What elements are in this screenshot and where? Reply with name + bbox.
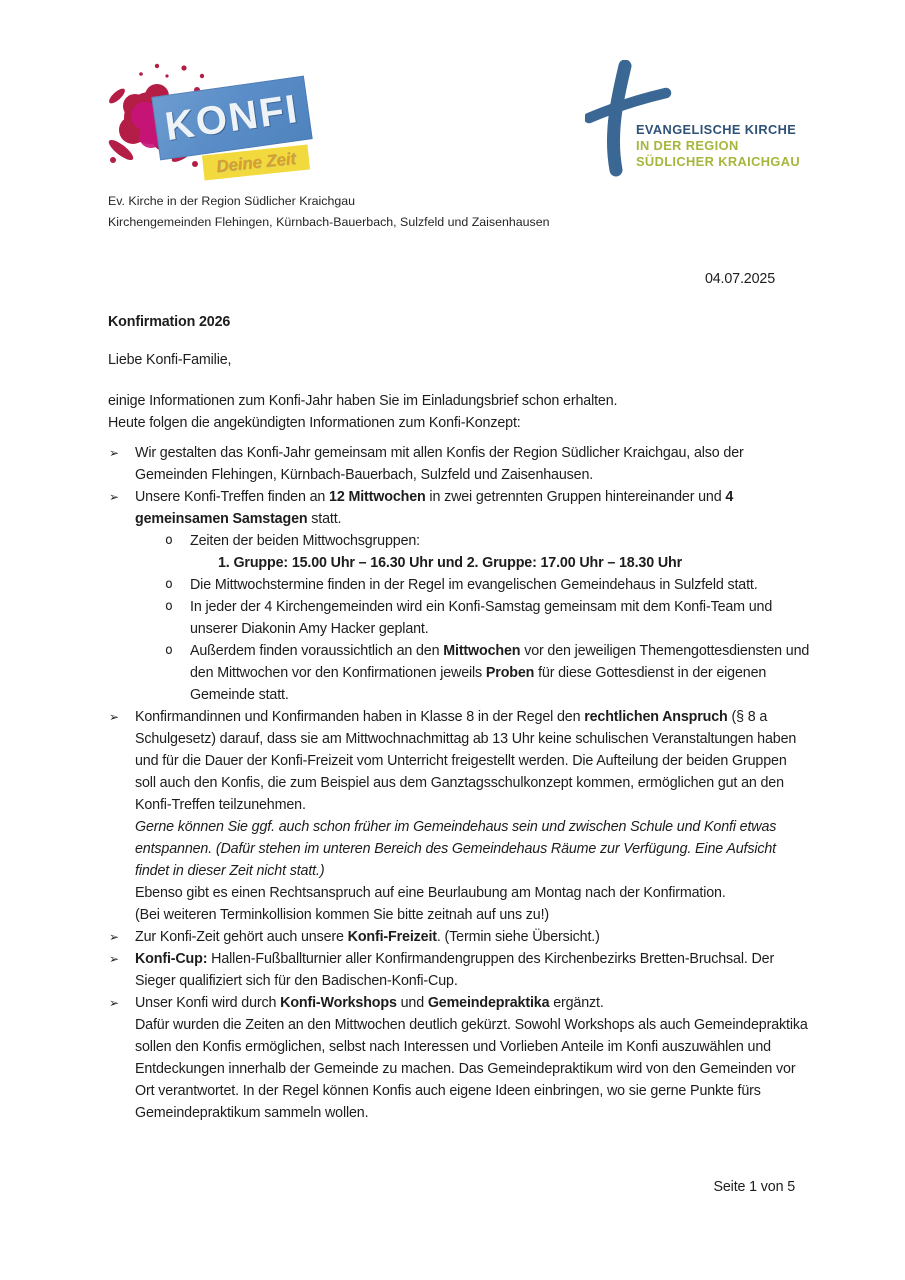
org-address — [108, 191, 550, 233]
arrow-bullet-marker: ➢ — [109, 710, 119, 724]
list-item-text: Unsere Konfi-Treffen finden an 12 Mittwochen in zwei getrennten Gruppen hintereinander und 4 gemeinsamen Samstagen statt. — [135, 489, 734, 527]
circle-bullet-marker: o — [165, 577, 173, 592]
letter-title: Konfirmation 2026 — [108, 314, 231, 330]
list-item-text: Außerdem finden voraussichtlich an den Mittwochen vor den jeweiligen Themengottesdiensten und den Mittwochen vor den Konfirmationen jeweils Proben für diese Gottesdienst in der eigenen Gemeinde statt. — [190, 643, 810, 703]
list-item — [108, 442, 810, 486]
intro-paragraph — [108, 390, 617, 434]
church-logo-line2: IN DER REGION — [636, 138, 739, 153]
church-logo-line1: EVANGELISCHE KIRCHE — [636, 122, 797, 137]
list-item — [108, 992, 810, 1124]
list-item-text: Die Mittwochstermine finden in der Regel im evangelischen Gemeindehaus in Sulzfeld statt. — [190, 577, 758, 593]
list-item-text: Unser Konfi wird durch Konfi-Workshops und Gemeindepraktika ergänzt. Dafür wurden die Zeiten an den Mittwochen deutlich gekürzt. Sowohl Workshops als auch Gemeindepraktika sollen den Konfis ermöglichen, selbst nach Interessen und Vorlieben Anteile im Konfi auszuwählen und Entdeckungen innerhalb der Gemeinde zu machen. Das Gemeindepraktikum wird von den Gemeinden vor Ort verantwortet. In der Regel können Konfis auch eigene Ideen einbringen, wo sie gerne Punkte fürs Gemeindepraktikum sammeln wollen. — [135, 995, 808, 1121]
list-item — [108, 552, 810, 574]
arrow-bullet-marker: ➢ — [109, 996, 119, 1010]
list-item — [108, 640, 810, 706]
list-item — [108, 574, 810, 596]
list-item-text: Zur Konfi-Zeit gehört auch unsere Konfi-Freizeit. (Termin siehe Übersicht.) — [135, 929, 600, 945]
konfi-logo-subtitle-text: Deine Zeit — [215, 148, 297, 177]
list-item-text: Wir gestalten das Konfi-Jahr gemeinsam mit allen Konfis der Region Südlicher Kraichgau, also der Gemeinden Flehingen, Kürnbach-Bauerbach, Sulzfeld und Zaisenhausen. — [135, 445, 744, 483]
intro-line2: Heute folgen die angekündigten Informationen zum Konfi-Konzept: — [108, 415, 521, 431]
list-item-text: 1. Gruppe: 15.00 Uhr – 16.30 Uhr und 2. Gruppe: 17.00 Uhr – 18.30 Uhr — [218, 555, 682, 571]
arrow-bullet-marker: ➢ — [109, 930, 119, 944]
org-line2: Kirchengemeinden Flehingen, Kürnbach-Bauerbach, Sulzfeld und Zaisenhausen — [108, 215, 550, 229]
arrow-bullet-marker: ➢ — [109, 952, 119, 966]
konfi-logo — [105, 58, 320, 184]
list-item — [108, 948, 810, 992]
circle-bullet-marker: o — [165, 533, 173, 548]
intro-line1: einige Informationen zum Konfi-Jahr haben Sie im Einladungsbrief schon erhalten. — [108, 393, 618, 409]
list-item-text: In jeder der 4 Kirchengemeinden wird ein Konfi-Samstag gemeinsam mit dem Konfi-Team und unserer Diakonin Amy Hacker geplant. — [190, 599, 773, 637]
list-item-text: Konfirmandinnen und Konfirmanden haben in Klasse 8 in der Regel den rechtlichen Anspruch (§ 8 a Schulgesetz) darauf, dass sie am Mittwochnachmittag ab 13 Uhr keine schulischen Veranstaltungen haben und für die Dauer der Konfi-Freizeit vom Unterricht freigestellt werden. Die Aufteilung der beiden Gruppen soll auch den Konfis, die zum Beispiel aus dem Ganztagsschulkonzept kommen, ermöglichen gut an den Konfi-Treffen teilzunehmen. Gerne können Sie ggf. auch schon früher im Gemeindehaus sein und zwischen Schule und Konfi etwas entspannen. (Dafür stehen im unteren Bereich des Gemeindehaus Räume zur Verfügung. Eine Aufsicht findet in dieser Zeit nicht statt.) Ebenso gibt es einen Rechtsanspruch auf eine Beurlaubung am Montag nach der Konfirmation. (Bei weiteren Terminkollision kommen Sie bitte zeitnah auf uns zu!) — [135, 709, 797, 923]
letter-date: 04.07.2025 — [704, 271, 775, 287]
list-item-text: Konfi-Cup: Hallen-Fußballturnier aller Konfirmandengruppen des Kirchenbezirks Bretten-Bruchsal. Der Sieger qualifiziert sich für den Badischen-Konfi-Cup. — [135, 951, 775, 989]
church-logo-line3: SÜDLICHER KRAICHGAU — [636, 154, 801, 169]
list-item — [108, 926, 810, 948]
circle-bullet-marker: o — [165, 599, 173, 614]
list-item — [108, 596, 810, 640]
circle-bullet-marker: o — [165, 643, 173, 658]
list-item-text: Zeiten der beiden Mittwochsgruppen: — [190, 533, 420, 549]
list-item — [108, 486, 810, 530]
salutation: Liebe Konfi-Familie, — [108, 352, 232, 368]
page-number: Seite 1 von 5 — [713, 1179, 795, 1195]
arrow-bullet-marker: ➢ — [109, 490, 119, 504]
bullet-list — [108, 442, 810, 1124]
arrow-bullet-marker: ➢ — [109, 446, 119, 460]
church-logo — [585, 60, 800, 178]
list-item — [108, 530, 810, 552]
list-item — [108, 706, 810, 926]
konfi-logo-title: KONFI — [162, 86, 302, 150]
org-line1: Ev. Kirche in der Region Südlicher Kraichgau — [108, 194, 356, 208]
